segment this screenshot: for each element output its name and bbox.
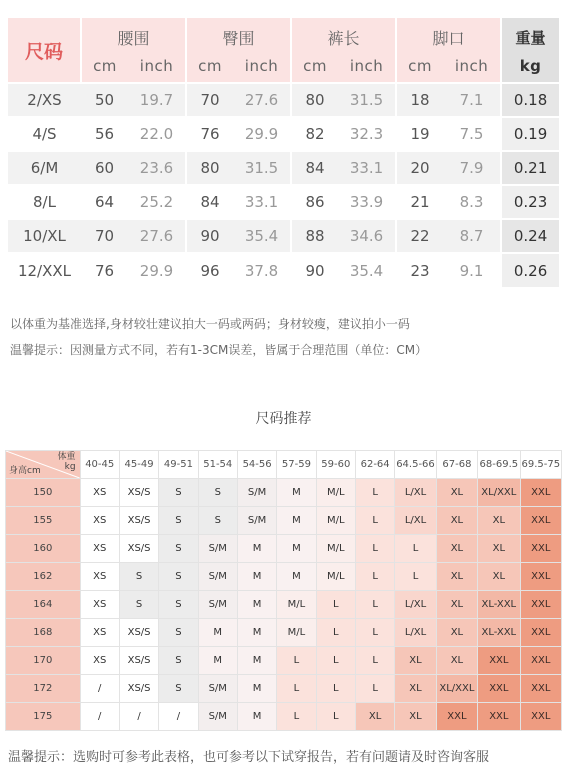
height-row — [6, 675, 562, 703]
recommended-size-cell: XXL — [520, 563, 561, 591]
recommended-size-cell: / — [80, 703, 119, 731]
recommended-size-cell: M — [277, 563, 316, 591]
recommended-size-cell: / — [80, 675, 119, 703]
inch-value: 31.5 — [338, 83, 396, 117]
length-header: 裤长 — [291, 18, 396, 49]
corner-weight-text: 体重 — [57, 452, 76, 462]
weight-value: 0.24 — [501, 219, 559, 253]
recommended-size-cell: S/M — [198, 535, 237, 563]
weight-range-header: 67-68 — [436, 451, 477, 479]
cm-value: 20 — [396, 151, 443, 185]
recommended-size-cell: L — [277, 647, 316, 675]
recommended-size-cell: XS — [80, 563, 119, 591]
recommended-size-cell: L — [355, 535, 394, 563]
inch-value: 34.6 — [338, 219, 396, 253]
recommended-size-cell: L — [395, 535, 436, 563]
recommended-size-cell: S — [159, 675, 198, 703]
recommended-size-cell: XL — [436, 647, 477, 675]
recommended-size-cell: M — [237, 675, 276, 703]
recommended-size-cell: XL — [478, 563, 520, 591]
height-label: 162 — [6, 563, 81, 591]
recommended-size-cell: XL — [478, 507, 520, 535]
size-row — [8, 185, 559, 219]
grid-corner — [6, 451, 81, 479]
inch-value: 33.1 — [338, 151, 396, 185]
recommended-size-cell: L — [316, 675, 355, 703]
recommended-size-cell: XL — [395, 675, 436, 703]
inch-value: 22.0 — [128, 117, 186, 151]
unit-cm: cm — [291, 49, 338, 83]
recommended-size-cell: L/XL — [395, 479, 436, 507]
cm-value: 84 — [186, 185, 233, 219]
size-label: 2/XS — [8, 83, 81, 117]
height-row — [6, 591, 562, 619]
recommended-size-cell: XXL — [520, 535, 561, 563]
recommended-size-cell: L — [355, 479, 394, 507]
cm-value: 80 — [291, 83, 338, 117]
weight-header: 重量 — [501, 18, 559, 49]
size-row — [8, 117, 559, 151]
inch-value: 29.9 — [128, 253, 186, 287]
recommended-size-cell: XL — [395, 647, 436, 675]
height-row — [6, 619, 562, 647]
recommended-size-cell: XS/S — [119, 507, 158, 535]
recommended-size-cell: XS — [80, 535, 119, 563]
unit-cm: cm — [396, 49, 443, 83]
recommendation-body — [6, 479, 562, 731]
height-label: 164 — [6, 591, 81, 619]
height-row — [6, 507, 562, 535]
size-row — [8, 219, 559, 253]
cm-value: 76 — [186, 117, 233, 151]
recommended-size-cell: XXL — [436, 703, 477, 731]
recommended-size-cell: XXL — [478, 647, 520, 675]
inch-value: 23.6 — [128, 151, 186, 185]
recommended-size-cell: / — [119, 703, 158, 731]
size-label: 8/L — [8, 185, 81, 219]
recommended-size-cell: XXL — [520, 619, 561, 647]
height-label: 160 — [6, 535, 81, 563]
height-label: 170 — [6, 647, 81, 675]
inch-value: 25.2 — [128, 185, 186, 219]
inch-value: 19.7 — [128, 83, 186, 117]
recommended-size-cell: XL — [355, 703, 394, 731]
recommended-size-cell: M — [277, 479, 316, 507]
recommended-size-cell: S — [159, 479, 198, 507]
size-table-body — [8, 83, 559, 287]
recommended-size-cell: M/L — [277, 619, 316, 647]
size-label: 6/M — [8, 151, 81, 185]
size-label: 12/XXL — [8, 253, 81, 287]
recommended-size-cell: L — [355, 647, 394, 675]
recommended-size-cell: M — [237, 563, 276, 591]
recommended-size-cell: XL/XXL — [436, 675, 477, 703]
cm-value: 82 — [291, 117, 338, 151]
size-label: 4/S — [8, 117, 81, 151]
cm-value: 70 — [81, 219, 128, 253]
recommended-size-cell: XXL — [520, 591, 561, 619]
recommended-size-cell: M/L — [316, 507, 355, 535]
height-label: 155 — [6, 507, 81, 535]
weight-range-header: 40-45 — [80, 451, 119, 479]
recommended-size-cell: XXL — [478, 703, 520, 731]
hem-header: 脚口 — [396, 18, 501, 49]
height-label: 175 — [6, 703, 81, 731]
weight-range-header: 51-54 — [198, 451, 237, 479]
measurement-tip: 温馨提示：因测量方式不同，若有1-3CM误差，皆属于合理范围（单位：CM） — [10, 343, 428, 357]
recommended-size-cell: S — [119, 563, 158, 591]
recommended-size-cell: L/XL — [395, 507, 436, 535]
height-label: 150 — [6, 479, 81, 507]
weight-range-header: 57-59 — [277, 451, 316, 479]
recommended-size-cell: XL — [436, 507, 477, 535]
recommended-size-cell: M — [198, 647, 237, 675]
recommended-size-cell: L — [316, 647, 355, 675]
recommended-size-cell: L — [355, 591, 394, 619]
weight-value: 0.26 — [501, 253, 559, 287]
size-row — [8, 83, 559, 117]
recommended-size-cell: S/M — [198, 591, 237, 619]
recommended-size-cell: L — [395, 563, 436, 591]
recommended-size-cell: S/M — [198, 563, 237, 591]
height-label: 168 — [6, 619, 81, 647]
recommended-size-cell: M — [237, 535, 276, 563]
recommended-size-cell: XXL — [520, 647, 561, 675]
cm-value: 90 — [291, 253, 338, 287]
height-label: 172 — [6, 675, 81, 703]
unit-inch: inch — [443, 49, 501, 83]
recommended-size-cell: S/M — [198, 675, 237, 703]
inch-value: 9.1 — [443, 253, 501, 287]
inch-value: 32.3 — [338, 117, 396, 151]
cm-value: 18 — [396, 83, 443, 117]
recommended-size-cell: M/L — [277, 591, 316, 619]
inch-value: 33.1 — [233, 185, 291, 219]
recommended-size-cell: S — [119, 591, 158, 619]
recommended-size-cell: XL — [436, 591, 477, 619]
height-row — [6, 563, 562, 591]
recommended-size-cell: L — [355, 619, 394, 647]
recommended-size-cell: XL — [436, 563, 477, 591]
cm-value: 76 — [81, 253, 128, 287]
recommended-size-cell: L — [277, 675, 316, 703]
recommended-size-cell: S — [159, 563, 198, 591]
recommended-size-cell: M/L — [316, 563, 355, 591]
recommended-size-cell: S — [159, 535, 198, 563]
unit-inch: inch — [128, 49, 186, 83]
recommended-size-cell: S — [159, 507, 198, 535]
recommended-size-cell: XL-XXL — [478, 619, 520, 647]
cm-value: 50 — [81, 83, 128, 117]
recommended-size-cell: S/M — [198, 703, 237, 731]
recommended-size-cell: M — [277, 535, 316, 563]
cm-value: 88 — [291, 219, 338, 253]
size-row — [8, 253, 559, 287]
recommended-size-cell: M — [237, 619, 276, 647]
recommended-size-cell: XS — [80, 591, 119, 619]
recommended-size-cell: S/M — [237, 479, 276, 507]
recommended-size-cell: M — [277, 507, 316, 535]
weight-range-header: 68-69.5 — [478, 451, 520, 479]
cm-value: 64 — [81, 185, 128, 219]
recommended-size-cell: XL/XXL — [478, 479, 520, 507]
recommended-size-cell: XS — [80, 479, 119, 507]
cm-value: 80 — [186, 151, 233, 185]
inch-value: 29.9 — [233, 117, 291, 151]
weight-range-header: 69.5-75 — [520, 451, 561, 479]
cm-value: 96 — [186, 253, 233, 287]
weight-value: 0.18 — [501, 83, 559, 117]
inch-value: 8.3 — [443, 185, 501, 219]
cm-value: 23 — [396, 253, 443, 287]
recommended-size-cell: XS — [80, 507, 119, 535]
inch-value: 7.5 — [443, 117, 501, 151]
size-note: 以体重为基准选择,身材较壮建议拍大一码或两码；身材较瘦，建议拍小一码 — [10, 317, 410, 331]
inch-value: 27.6 — [233, 83, 291, 117]
recommended-size-cell: S — [159, 647, 198, 675]
inch-value: 37.8 — [233, 253, 291, 287]
cm-value: 70 — [186, 83, 233, 117]
hip-header: 臀围 — [186, 18, 291, 49]
recommended-size-cell: XS/S — [119, 479, 158, 507]
cm-value: 56 — [81, 117, 128, 151]
inch-value: 8.7 — [443, 219, 501, 253]
recommended-size-cell: M — [237, 647, 276, 675]
recommended-size-cell: L — [355, 507, 394, 535]
inch-value: 31.5 — [233, 151, 291, 185]
recommended-size-cell: L — [355, 675, 394, 703]
unit-inch: inch — [233, 49, 291, 83]
weight-value: 0.21 — [501, 151, 559, 185]
corner-weight-unit: kg — [64, 462, 76, 472]
cm-value: 60 — [81, 151, 128, 185]
weight-value: 0.19 — [501, 117, 559, 151]
weight-range-header: 49-51 — [159, 451, 198, 479]
size-label: 10/XL — [8, 219, 81, 253]
recommended-size-cell: M — [198, 619, 237, 647]
inch-value: 35.4 — [233, 219, 291, 253]
weight-value: 0.23 — [501, 185, 559, 219]
recommendation-title: 尺码推荐 — [255, 411, 312, 427]
recommended-size-cell: S — [198, 507, 237, 535]
recommended-size-cell: XXL — [520, 703, 561, 731]
waist-header: 腰围 — [81, 18, 186, 49]
recommended-size-cell: M/L — [316, 535, 355, 563]
inch-value: 35.4 — [338, 253, 396, 287]
corner-weight-label — [58, 452, 76, 472]
recommended-size-cell: XL — [436, 479, 477, 507]
cm-value: 22 — [396, 219, 443, 253]
recommended-size-cell: L — [316, 703, 355, 731]
recommended-size-cell: L — [277, 703, 316, 731]
recommended-size-cell: / — [159, 703, 198, 731]
recommended-size-cell: L — [316, 619, 355, 647]
unit-cm: cm — [186, 49, 233, 83]
inch-value: 7.9 — [443, 151, 501, 185]
recommended-size-cell: XXL — [520, 675, 561, 703]
recommended-size-cell: XS/S — [119, 675, 158, 703]
recommended-size-cell: S/M — [237, 507, 276, 535]
unit-cm: cm — [81, 49, 128, 83]
unit-inch: inch — [338, 49, 396, 83]
recommended-size-cell: L/XL — [395, 591, 436, 619]
size-chart-table — [8, 18, 559, 287]
height-row — [6, 479, 562, 507]
recommended-size-cell: XS — [80, 619, 119, 647]
cm-value: 84 — [291, 151, 338, 185]
size-header: 尺码 — [8, 18, 81, 83]
recommended-size-cell: XL — [395, 703, 436, 731]
cm-value: 19 — [396, 117, 443, 151]
recommended-size-cell: XS/S — [119, 647, 158, 675]
weight-range-header: 45-49 — [119, 451, 158, 479]
inch-value: 7.1 — [443, 83, 501, 117]
recommended-size-cell: XXL — [520, 507, 561, 535]
recommended-size-cell: XL — [478, 535, 520, 563]
recommended-size-cell: XL-XXL — [478, 591, 520, 619]
height-row — [6, 703, 562, 731]
recommended-size-cell: M — [237, 591, 276, 619]
recommended-size-cell: XL — [436, 535, 477, 563]
weight-unit: kg — [501, 49, 559, 83]
recommended-size-cell: L/XL — [395, 619, 436, 647]
cm-value: 90 — [186, 219, 233, 253]
recommended-size-cell: XS/S — [119, 619, 158, 647]
recommended-size-cell: M/L — [316, 479, 355, 507]
weight-range-header: 54-56 — [237, 451, 276, 479]
recommended-size-cell: S — [159, 591, 198, 619]
recommended-size-cell: S — [198, 479, 237, 507]
corner-height-label: 身高cm — [9, 466, 41, 476]
size-recommendation-grid — [5, 450, 562, 731]
recommended-size-cell: XXL — [520, 479, 561, 507]
recommended-size-cell: S — [159, 619, 198, 647]
weight-range-header: 59-60 — [316, 451, 355, 479]
height-row — [6, 535, 562, 563]
recommended-size-cell: XL — [436, 619, 477, 647]
cm-value: 21 — [396, 185, 443, 219]
recommended-size-cell: XS — [80, 647, 119, 675]
bottom-tip: 温馨提示：选购时可参考此表格，也可参考以下试穿报告，若有问题请及时咨询客服 — [8, 750, 490, 765]
inch-value: 33.9 — [338, 185, 396, 219]
recommended-size-cell: XS/S — [119, 535, 158, 563]
recommended-size-cell: M — [237, 703, 276, 731]
recommended-size-cell: L — [355, 563, 394, 591]
weight-range-header: 62-64 — [355, 451, 394, 479]
size-row — [8, 151, 559, 185]
cm-value: 86 — [291, 185, 338, 219]
recommended-size-cell: L — [316, 591, 355, 619]
height-row — [6, 647, 562, 675]
weight-range-header: 64.5-66 — [395, 451, 436, 479]
recommended-size-cell: XXL — [478, 675, 520, 703]
inch-value: 27.6 — [128, 219, 186, 253]
